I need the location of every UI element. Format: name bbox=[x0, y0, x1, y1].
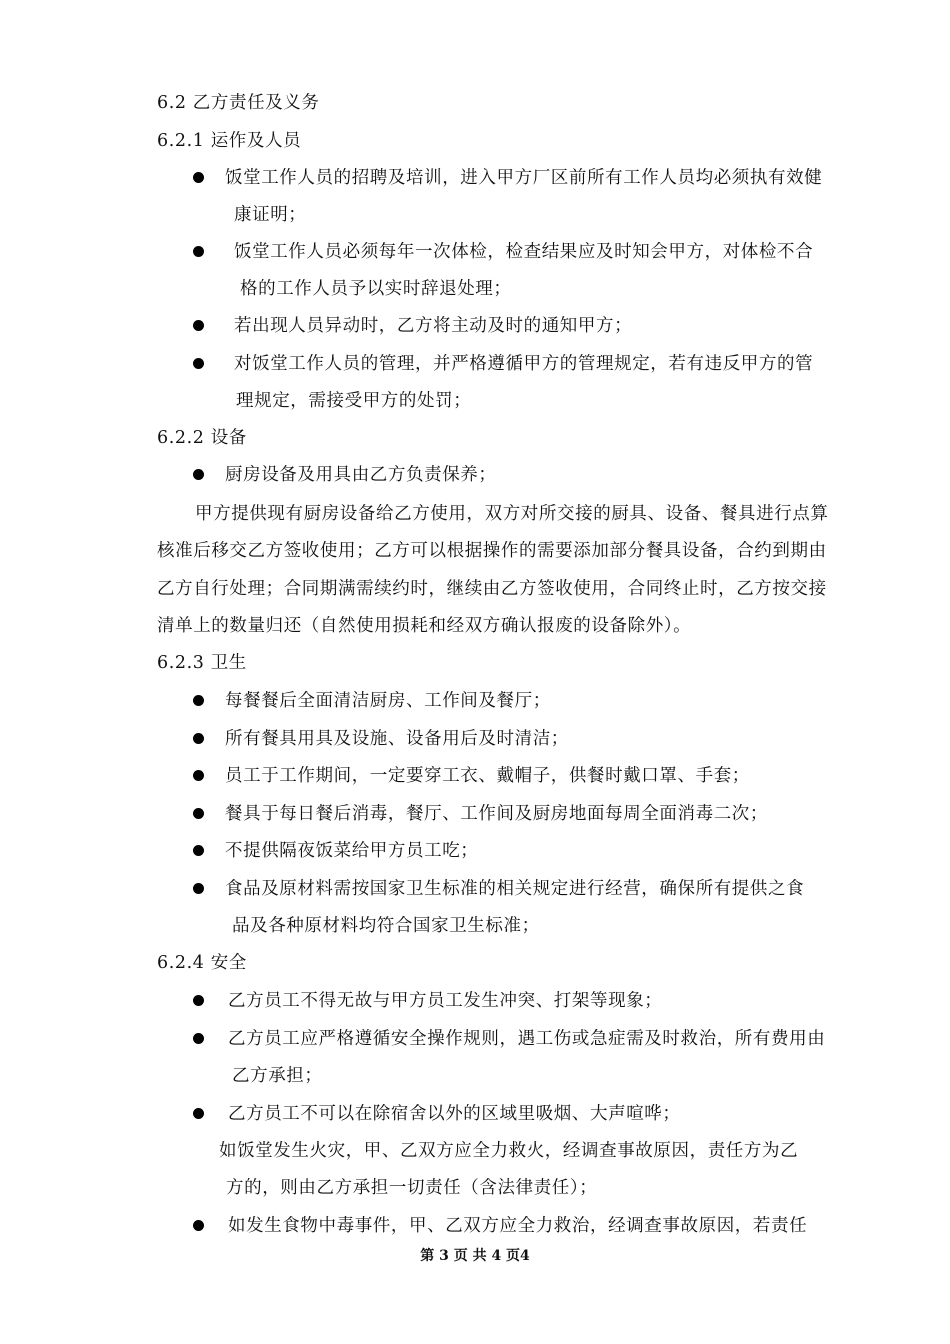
bullet-icon bbox=[193, 733, 204, 744]
section-heading-6-2-2: 6.2.2 设备 bbox=[157, 428, 247, 448]
bullet-icon bbox=[193, 770, 204, 781]
bullet-icon bbox=[193, 995, 204, 1006]
bullet-text: 餐具于每日餐后消毒，餐厅、工作间及厨房地面每周全面消毒二次； bbox=[225, 804, 768, 824]
bullet-text-continued: 康证明； bbox=[234, 205, 307, 225]
bullet-icon bbox=[193, 1033, 204, 1044]
bullet-icon bbox=[193, 246, 204, 257]
bullet-icon bbox=[193, 883, 204, 894]
bullet-text-continued: 格的工作人员予以实时辞退处理； bbox=[240, 279, 512, 299]
bullet-text: 饭堂工作人员必须每年一次体检，检查结果应及时知会甲方，对体检不合 bbox=[234, 242, 814, 262]
paragraph-line: 乙方自行处理；合同期满需续约时，继续由乙方签收使用，合同终止时，乙方按交接 bbox=[157, 579, 827, 599]
bullet-icon bbox=[193, 845, 204, 856]
paragraph-line: 如饭堂发生火灾，甲、乙双方应全力救火，经调查事故原因，责任方为乙 bbox=[219, 1141, 799, 1161]
bullet-text: 饭堂工作人员的招聘及培训，进入甲方厂区前所有工作人员均必须执有效健 bbox=[225, 168, 823, 188]
bullet-text: 如发生食物中毒事件，甲、乙双方应全力救治，经调查事故原因，若责任 bbox=[228, 1216, 808, 1236]
bullet-text: 乙方员工应严格遵循安全操作规则，遇工伤或急症需及时救治，所有费用由 bbox=[228, 1029, 826, 1049]
bullet-icon bbox=[193, 1108, 204, 1119]
paragraph-line: 清单上的数量归还（自然使用损耗和经双方确认报废的设备除外）。 bbox=[157, 616, 692, 636]
bullet-text: 厨房设备及用具由乙方负责保养； bbox=[225, 465, 497, 485]
bullet-icon bbox=[193, 172, 204, 183]
bullet-icon bbox=[193, 1220, 204, 1231]
bullet-icon bbox=[193, 695, 204, 706]
bullet-icon bbox=[193, 358, 204, 369]
bullet-icon bbox=[193, 469, 204, 480]
paragraph-line: 甲方提供现有厨房设备给乙方使用，双方对所交接的厨具、设备、餐具进行点算 bbox=[195, 504, 829, 524]
section-heading-6-2: 6.2 乙方责任及义务 bbox=[157, 93, 320, 113]
bullet-icon bbox=[193, 808, 204, 819]
paragraph-line: 方的，则由乙方承担一切责任（含法律责任）； bbox=[226, 1178, 598, 1198]
bullet-text: 若出现人员异动时，乙方将主动及时的通知甲方； bbox=[234, 316, 633, 336]
section-heading-6-2-3: 6.2.3 卫生 bbox=[157, 653, 247, 673]
bullet-text-continued: 理规定，需接受甲方的处罚； bbox=[236, 391, 472, 411]
bullet-text: 不提供隔夜饭菜给甲方员工吃； bbox=[225, 841, 479, 861]
bullet-text: 对饭堂工作人员的管理，并严格遵循甲方的管理规定，若有违反甲方的管 bbox=[234, 354, 814, 374]
paragraph-line: 核准后移交乙方签收使用；乙方可以根据操作的需要添加部分餐具设备，合约到期由 bbox=[157, 541, 827, 561]
bullet-text: 每餐餐后全面清洁厨房、工作间及餐厅； bbox=[225, 691, 551, 711]
bullet-text: 员工于工作期间，一定要穿工衣、戴帽子，供餐时戴口罩、手套； bbox=[225, 766, 750, 786]
bullet-text: 乙方员工不可以在除宿舍以外的区域里吸烟、大声喧哗； bbox=[228, 1104, 681, 1124]
bullet-text: 所有餐具用具及设施、设备用后及时清洁； bbox=[225, 729, 569, 749]
page-footer: 第 3 页 共 4 页4 bbox=[420, 1248, 530, 1264]
bullet-icon bbox=[193, 320, 204, 331]
bullet-text: 乙方员工不得无故与甲方员工发生冲突、打架等现象； bbox=[228, 991, 663, 1011]
bullet-text-continued: 乙方承担； bbox=[232, 1066, 323, 1086]
bullet-text-continued: 品及各种原材料均符合国家卫生标准； bbox=[232, 916, 540, 936]
section-heading-6-2-4: 6.2.4 安全 bbox=[157, 953, 247, 973]
bullet-text: 食品及原材料需按国家卫生标准的相关规定进行经营，确保所有提供之食 bbox=[225, 879, 805, 899]
section-heading-6-2-1: 6.2.1 运作及人员 bbox=[157, 131, 302, 151]
